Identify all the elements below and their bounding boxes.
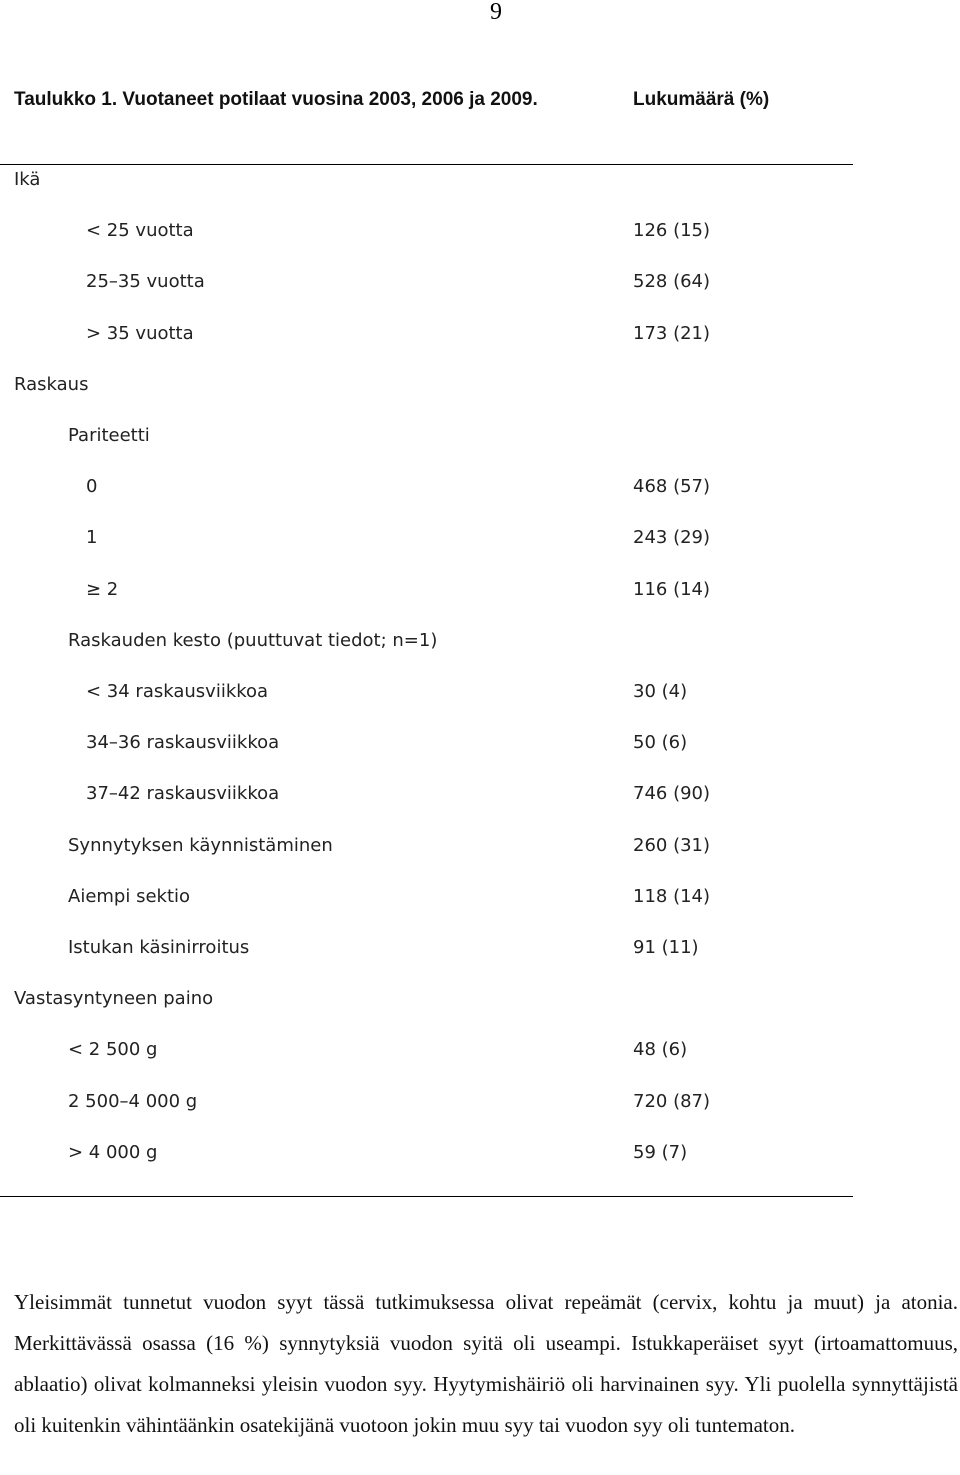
row-value: 243 (29) — [633, 527, 711, 548]
row-value: 720 (87) — [633, 1091, 711, 1112]
row-label: Aiempi sektio — [68, 886, 191, 907]
row-value: 116 (14) — [633, 579, 711, 600]
row-value: 746 (90) — [633, 783, 711, 804]
row-value: 59 (7) — [633, 1142, 688, 1163]
row-label: ≥ 2 — [86, 579, 119, 600]
column-header-count: Lukumäärä (%) — [633, 89, 770, 110]
row-label: Synnytyksen käynnistäminen — [68, 835, 333, 856]
table-caption: Taulukko 1. Vuotaneet potilaat vuosina 2003, 2006 ja 2009. — [14, 89, 538, 110]
row-label: 0 — [86, 476, 98, 497]
row-label: Vastasyntyneen paino — [14, 988, 214, 1009]
row-label: > 4 000 g — [68, 1142, 158, 1163]
row-label: 34–36 raskausviikkoa — [86, 732, 280, 753]
row-label: Raskaus — [14, 374, 89, 395]
row-value: 50 (6) — [633, 732, 688, 753]
body-paragraph: Yleisimmät tunnetut vuodon syyt tässä tutkimuksessa olivat repeämät (cervix, kohtu ja muut) ja atonia. Merkittävässä osassa (16 %) synnytyksiä vuodon syitä oli useampi. Istukkaperäiset syyt (irtoamattomuus, ablaatio) olivat kolmanneksi yleisin vuodon syy. Hyytymishäiriö oli harvinainen syy. Yli puolella synnyttäjistä oli kuitenkin vähintäänkin osatekijänä vuotoon jokin muu syy tai vuodon syy oli tuntematon. — [14, 1290, 958, 1437]
table-bottom-rule — [0, 1196, 853, 1197]
row-value: 118 (14) — [633, 886, 711, 907]
row-value: 260 (31) — [633, 835, 711, 856]
page-number: 9 — [490, 0, 502, 25]
row-value: 48 (6) — [633, 1039, 688, 1060]
row-value: 91 (11) — [633, 937, 699, 958]
row-label: Raskauden kesto (puuttuvat tiedot; n=1) — [68, 630, 438, 651]
row-value: 173 (21) — [633, 323, 711, 344]
row-label: < 2 500 g — [68, 1039, 158, 1060]
row-label: 25–35 vuotta — [86, 271, 205, 292]
row-value: 528 (64) — [633, 271, 711, 292]
row-label: Istukan käsinirroitus — [68, 937, 250, 958]
row-label: < 34 raskausviikkoa — [86, 681, 269, 702]
row-label: 37–42 raskausviikkoa — [86, 783, 280, 804]
row-label: 2 500–4 000 g — [68, 1091, 198, 1112]
row-label: < 25 vuotta — [86, 220, 194, 241]
row-label: Pariteetti — [68, 425, 150, 446]
row-value: 126 (15) — [633, 220, 711, 241]
row-value: 468 (57) — [633, 476, 711, 497]
row-label: Ikä — [14, 169, 41, 190]
row-value: 30 (4) — [633, 681, 688, 702]
row-label: > 35 vuotta — [86, 323, 194, 344]
row-label: 1 — [86, 527, 98, 548]
